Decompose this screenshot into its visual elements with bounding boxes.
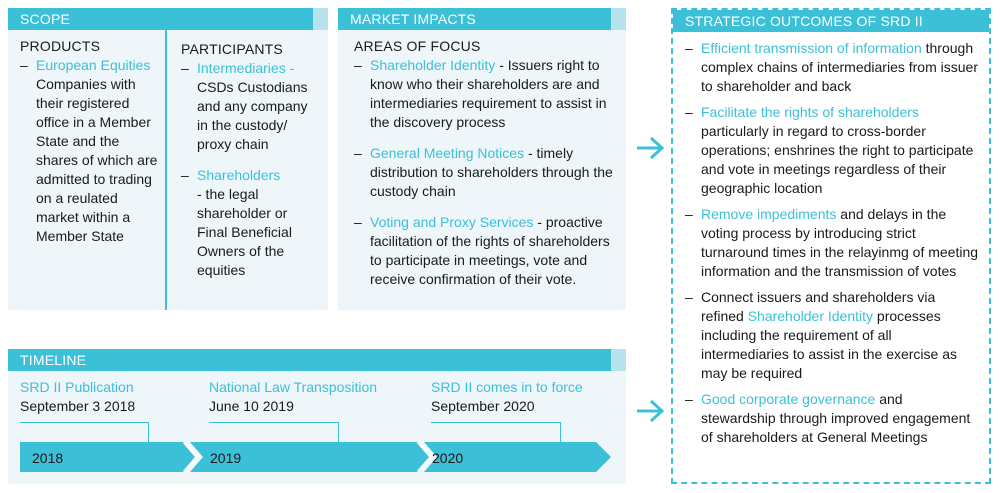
- market-column: [354, 37, 620, 289]
- participants-column: [181, 40, 321, 280]
- products-column: [20, 37, 160, 246]
- item-highlight: Efficient transmission of information: [701, 40, 922, 56]
- market-header-tail: [611, 8, 626, 30]
- list-item: [181, 59, 321, 154]
- item-text: and delays in the voting process by introducing strict turnaround times in the relayinmg of meeting information and the transmission of votes: [701, 206, 979, 279]
- item-text: particularly in regard to cross-border operations; enshrines the right to participate and vote in meetings regardless of their geographic location: [701, 123, 974, 196]
- bullet-dash: –: [354, 57, 362, 73]
- scope-header-tail: [313, 8, 328, 30]
- item-highlight: Facilitate the rights of shareholders: [701, 104, 919, 120]
- scope-header: SCOPE: [8, 8, 313, 30]
- event-label: SRD II Publication: [20, 379, 134, 395]
- bullet-dash: –: [181, 60, 189, 76]
- item-highlight: Good corporate governance: [701, 391, 876, 407]
- bullet-dash: –: [685, 289, 693, 305]
- list-item: [181, 166, 321, 280]
- timeline-bar: [20, 442, 612, 472]
- leader-line: [209, 422, 339, 423]
- event-label: National Law Transposition: [209, 379, 378, 395]
- list-item: [354, 213, 620, 289]
- timeline-header: TIMELINE: [8, 349, 611, 371]
- participants-heading: PARTICIPANTS: [181, 41, 283, 57]
- event-date: June 10 2019: [209, 398, 294, 414]
- list-item: [685, 103, 981, 198]
- item-highlight: Shareholder Identity: [747, 308, 874, 324]
- timeline-event-transposition: [209, 378, 409, 416]
- bullet-dash: –: [181, 167, 189, 183]
- list-item: [685, 390, 981, 447]
- item-highlight: Intermediaries -: [197, 60, 295, 76]
- item-text: - timely distribution to shareholders through the custody chain: [370, 145, 613, 199]
- timeline-header-tail: [611, 349, 626, 371]
- item-text: - Issuers right to know who their shareholders are and intermediaries requirement to assist in the discovery process: [370, 57, 607, 130]
- bullet-dash: –: [354, 145, 362, 161]
- item-text: through complex chains of intermediaries from issuer to shareholder and back: [701, 40, 978, 94]
- arrow-right-icon: [637, 136, 665, 160]
- market-header: MARKET IMPACTS: [338, 8, 611, 30]
- item-highlight: Remove impediments: [701, 206, 837, 222]
- item-text: processes including the requirement of all intermediaries to assist in the exercise as may be required: [701, 308, 957, 381]
- item-text: - the legal shareholder or Final Beneficial Owners of the equities: [197, 186, 292, 278]
- item-highlight: European Equities: [36, 57, 151, 73]
- outcomes-header: STRATEGIC OUTCOMES OF SRD II: [673, 10, 989, 32]
- leader-line: [431, 422, 561, 423]
- item-text: CSDs Custodians and any company in the custody/ proxy chain: [197, 79, 308, 152]
- timeline-event-publication: [20, 378, 200, 416]
- list-item: [354, 56, 620, 132]
- item-highlight: Shareholder Identity: [370, 57, 496, 73]
- item-highlight: Shareholders: [197, 167, 281, 183]
- bullet-dash: –: [354, 214, 362, 230]
- bullet-dash: –: [685, 206, 693, 222]
- list-item: [685, 39, 981, 96]
- list-item: [20, 56, 160, 246]
- arrow-right-icon: [637, 399, 665, 423]
- item-text: and stewardship through improved engagement of shareholders at General Meetings: [701, 391, 971, 445]
- bullet-dash: –: [685, 40, 693, 56]
- list-item: [685, 205, 981, 281]
- item-highlight: Voting and Proxy Services: [370, 214, 534, 230]
- products-list: [20, 56, 160, 246]
- timeline-event-in-force: [431, 378, 621, 416]
- scope-divider: [165, 30, 167, 310]
- areas-heading: AREAS OF FOCUS: [354, 38, 481, 54]
- list-item: [354, 144, 620, 201]
- products-heading: PRODUCTS: [20, 38, 101, 54]
- outcomes-panel: [671, 8, 991, 484]
- event-date: September 2020: [431, 398, 535, 414]
- leader-line: [20, 422, 149, 423]
- bullet-dash: –: [685, 391, 693, 407]
- event-label: SRD II comes in to force: [431, 379, 583, 395]
- areas-list: [354, 56, 620, 289]
- bullet-dash: –: [685, 104, 693, 120]
- participants-list: [181, 59, 321, 280]
- year-label: 2018: [32, 450, 64, 466]
- year-label: 2019: [210, 450, 242, 466]
- event-date: September 3 2018: [20, 398, 136, 414]
- outcomes-list: [685, 39, 981, 454]
- list-item: [685, 288, 981, 383]
- item-text: - proactive facilitation of the rights of shareholders to participate in meetings, vote and receive confirmation of their vote.: [370, 214, 610, 287]
- item-text: Companies with their registered office in a Member State and the shares of which are admitted to trading on a reulated market within a Member State: [36, 76, 158, 244]
- year-label: 2020: [432, 450, 464, 466]
- item-highlight: General Meeting Notices: [370, 145, 525, 161]
- bullet-dash: –: [20, 57, 28, 73]
- item-pre-text: Connect issuers and shareholders via refined: [701, 289, 936, 324]
